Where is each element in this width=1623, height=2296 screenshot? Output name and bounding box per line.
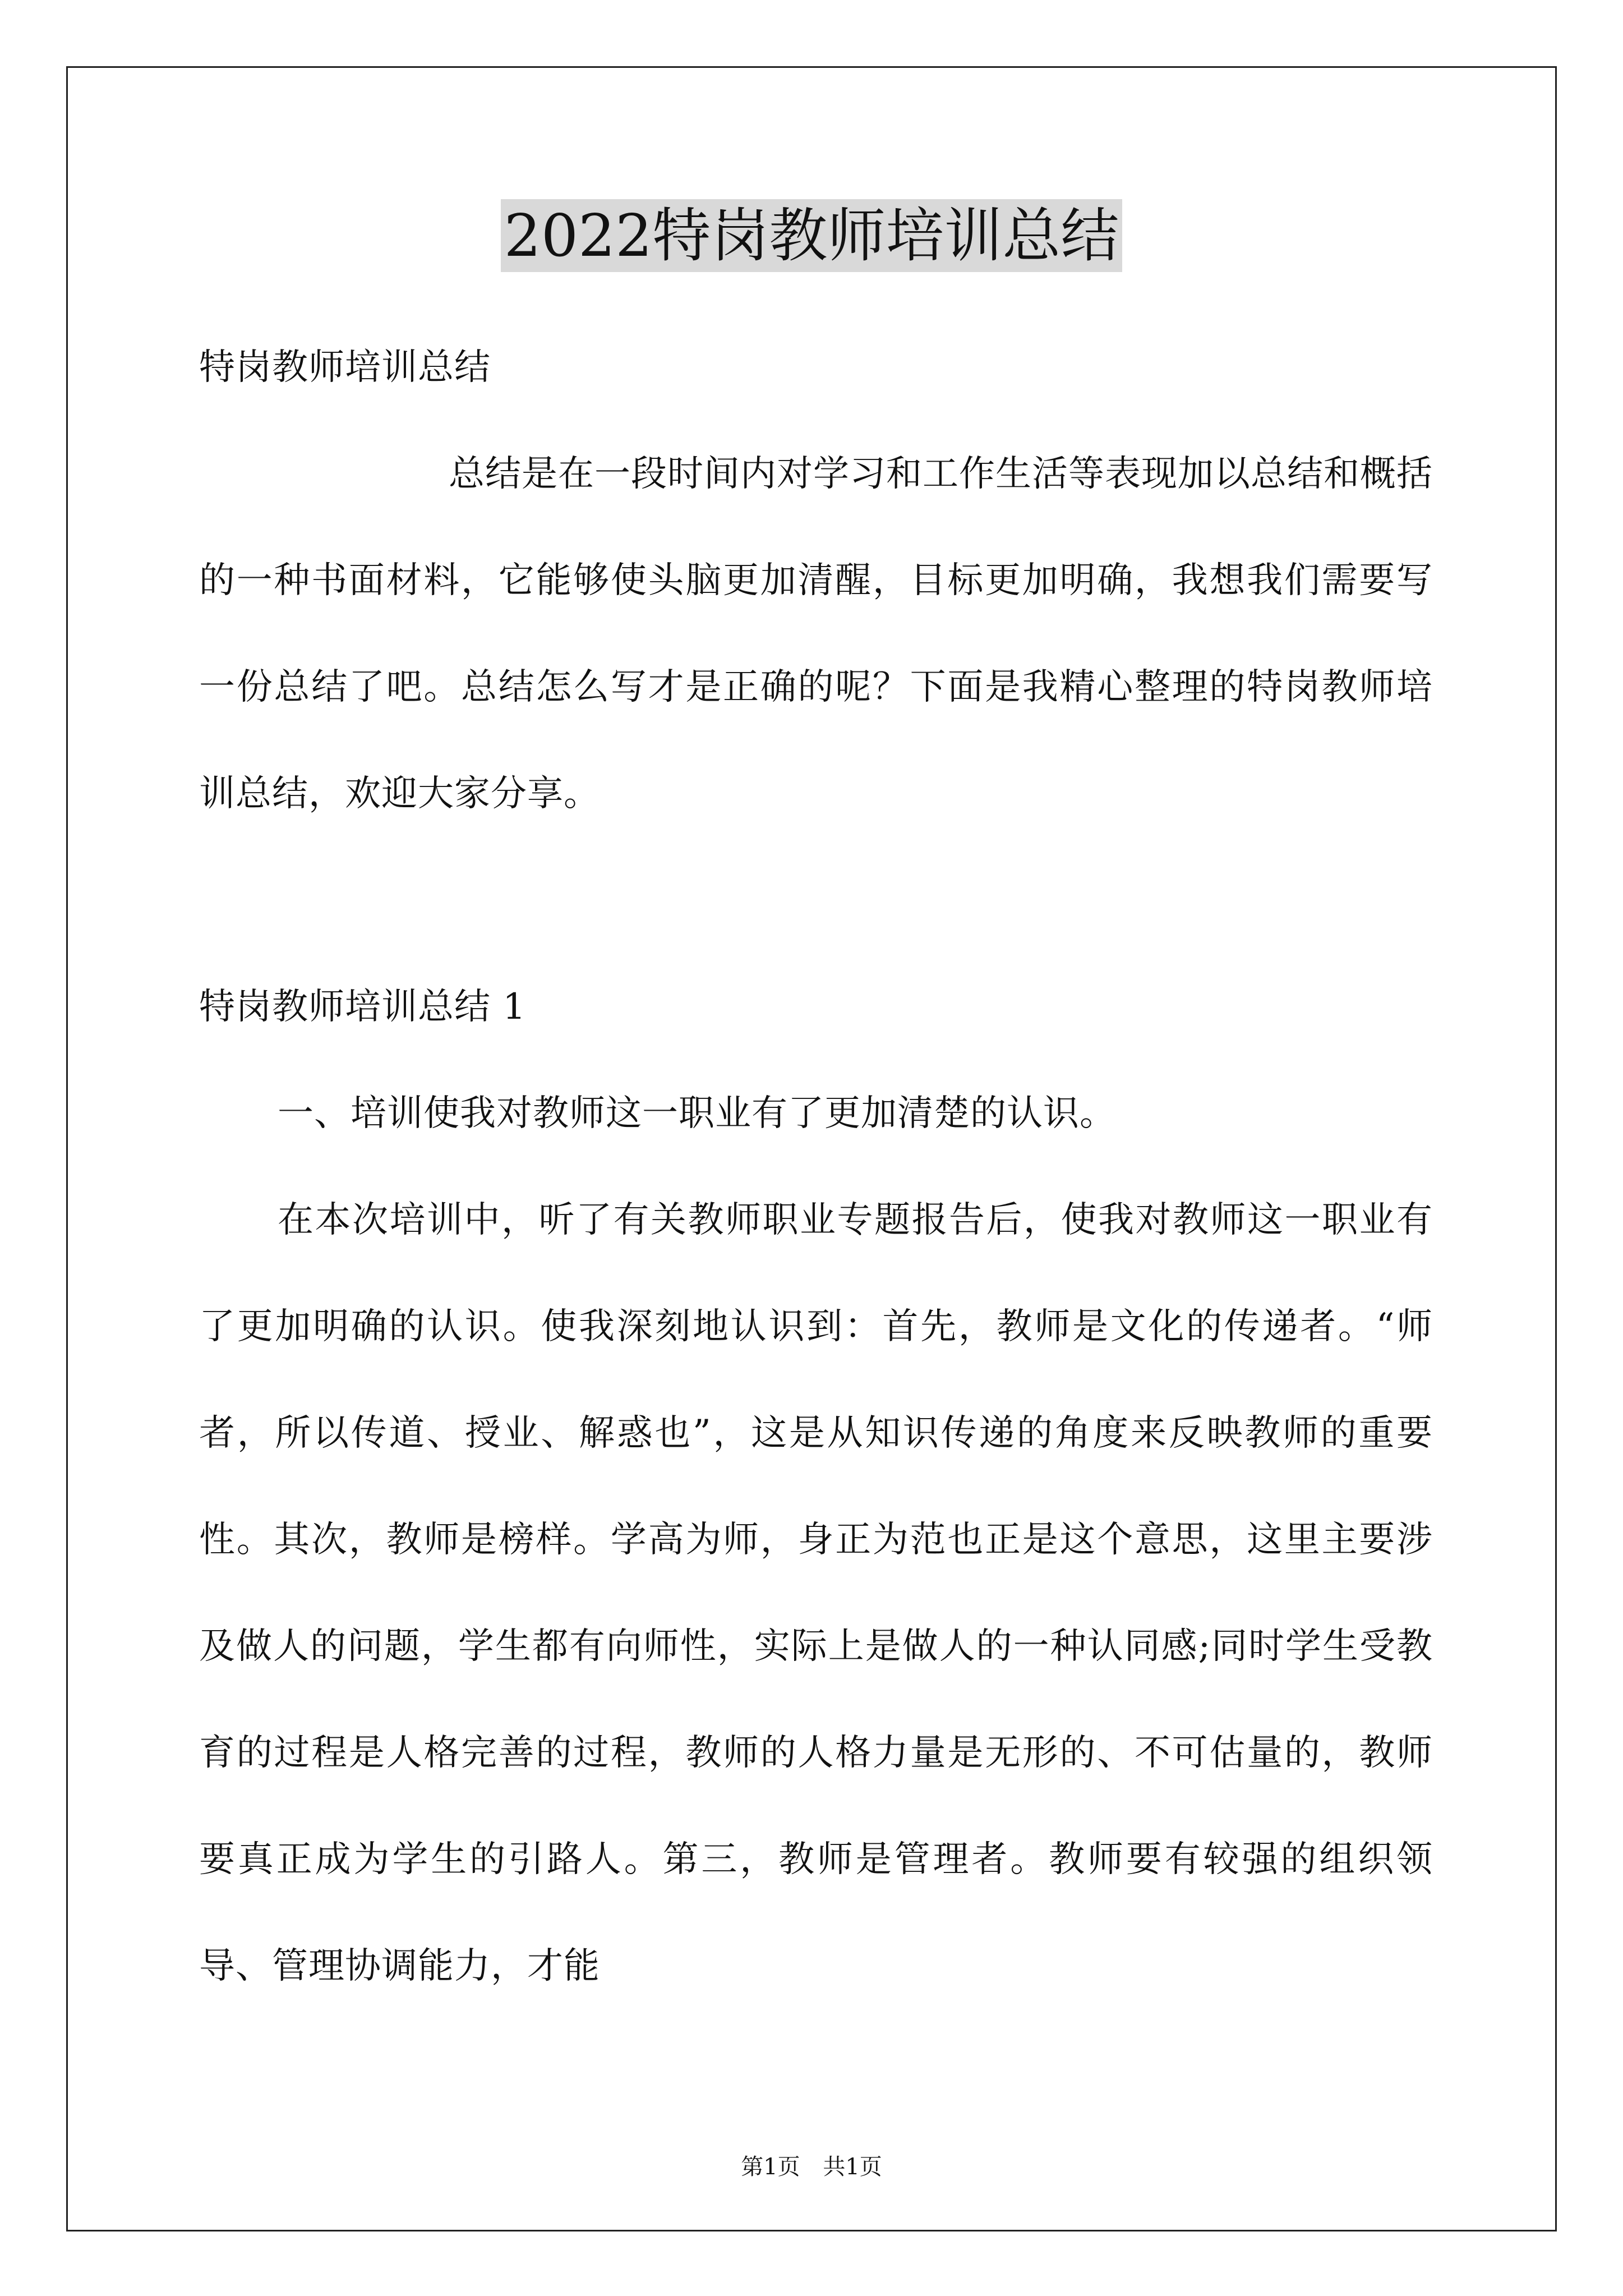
document-title: 2022特岗教师培训总结 [501,199,1123,272]
intro-paragraph: 总结是在一段时间内对学习和工作生活等表现加以总结和概括的一种书面材料，它能够使头脑更加清醒，目标更加明确，我想我们需要写一份总结了吧。总结怎么写才是正确的呢？下面是我精心整理的特岗教师培训总结，欢迎大家分享。 [199,453,1433,815]
point-one-heading: 一、培训使我对教师这一职业有了更加清楚的认识。 [278,1093,1116,1134]
page-footer [0,2153,1623,2181]
title-container [0,199,1623,272]
section-heading: 特岗教师培训总结 1 [199,986,527,1028]
document-body [199,314,1433,2019]
page-number: 第1页 [741,2154,800,2180]
paragraph-gap [199,847,1433,954]
body-paragraph: 在本次培训中，听了有关教师职业专题报告后，使我对教师这一职业有了更加明确的认识。使我深刻地认识到：首先，教师是文化的传递者。“师者，所以传道、授业、解惑也”，这是从知识传递的角度来反映教师的重要性。其次，教师是榜样。学高为师，身正为范也正是这个意思，这里主要涉及做人的问题，学生都有向师性，实际上是做人的一种认同感;同时学生受教育的过程是人格完善的过程，教师的人格力量是无形的、不可估量的，教师要真正成为学生的引路人。第三，教师是管理者。教师要有较强的组织领导、管理协调能力，才能 [199,1199,1433,1987]
document-subtitle: 特岗教师培训总结 [199,347,491,388]
page-total: 共1页 [823,2154,882,2180]
